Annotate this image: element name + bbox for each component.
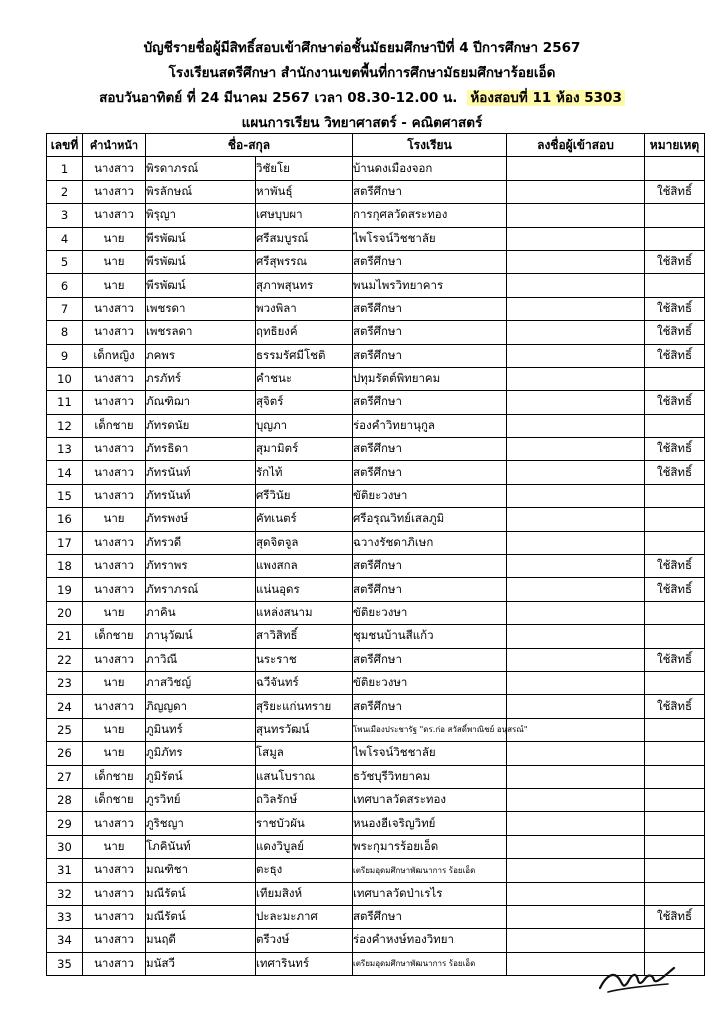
row-school: หนองฮีเจริญวิทย์ xyxy=(353,812,507,835)
row-school: ปทุมรัตต์พิทยาคม xyxy=(353,367,507,390)
row-signature-cell xyxy=(507,367,645,390)
row-number: 12 xyxy=(47,414,83,437)
row-number: 29 xyxy=(47,812,83,835)
row-number: 18 xyxy=(47,555,83,578)
row-last-name: สุภาพสุนทร xyxy=(256,274,353,297)
row-school: บ้านดงเมืองจอก xyxy=(353,157,507,180)
row-number: 28 xyxy=(47,788,83,811)
row-title: นาย xyxy=(83,671,146,694)
row-first-name: ภัทรดนัย xyxy=(146,414,256,437)
row-number: 34 xyxy=(47,929,83,952)
table-row xyxy=(47,625,705,648)
row-last-name: เศษบุบผา xyxy=(256,204,353,227)
row-remark xyxy=(645,788,705,811)
row-last-name: แน่นอุดร xyxy=(256,578,353,601)
column-header-remark: หมายเหตุ xyxy=(645,134,705,157)
row-signature-cell xyxy=(507,391,645,414)
row-title: นางสาว xyxy=(83,297,146,320)
row-remark: ใช้สิทธิ์ xyxy=(645,344,705,367)
row-remark xyxy=(645,882,705,905)
row-title: นางสาว xyxy=(83,859,146,882)
table-row xyxy=(47,835,705,858)
row-school: ธวัชบุรีวิทยาคม xyxy=(353,765,507,788)
table-row xyxy=(47,204,705,227)
row-remark xyxy=(645,859,705,882)
row-remark: ใช้สิทธิ์ xyxy=(645,180,705,203)
row-title: นางสาว xyxy=(83,648,146,671)
table-row xyxy=(47,414,705,437)
row-signature-cell xyxy=(507,718,645,741)
row-first-name: ภัทรนันท์ xyxy=(146,461,256,484)
row-signature-cell xyxy=(507,250,645,273)
row-number: 17 xyxy=(47,531,83,554)
row-signature-cell xyxy=(507,859,645,882)
row-number: 27 xyxy=(47,765,83,788)
row-title: นางสาว xyxy=(83,555,146,578)
column-header-name: ชื่อ-สกุล xyxy=(146,134,353,157)
row-last-name: วิชัยโย xyxy=(256,157,353,180)
row-title: นางสาว xyxy=(83,180,146,203)
table-row xyxy=(47,929,705,952)
row-school: สตรีศึกษา xyxy=(353,461,507,484)
row-signature-cell xyxy=(507,835,645,858)
row-number: 15 xyxy=(47,484,83,507)
row-school: สตรีศึกษา xyxy=(353,321,507,344)
row-first-name: ภูมินทร์ xyxy=(146,718,256,741)
row-signature-cell xyxy=(507,648,645,671)
row-signature-cell xyxy=(507,531,645,554)
row-title: เด็กชาย xyxy=(83,414,146,437)
row-remark: ใช้สิทธิ์ xyxy=(645,905,705,928)
row-first-name: ภาคิน xyxy=(146,601,256,624)
row-last-name: รักไท้ xyxy=(256,461,353,484)
row-school: ฉวางรัชดาภิเษก xyxy=(353,531,507,554)
row-number: 7 xyxy=(47,297,83,320)
row-school: เทศบาลวัดป่าเรไร xyxy=(353,882,507,905)
row-title: นางสาว xyxy=(83,812,146,835)
column-header-school: โรงเรียน xyxy=(353,134,507,157)
row-signature-cell xyxy=(507,484,645,507)
table-row xyxy=(47,788,705,811)
row-number: 31 xyxy=(47,859,83,882)
row-first-name: พีรพัฒน์ xyxy=(146,274,256,297)
row-first-name: เพชรลดา xyxy=(146,321,256,344)
row-remark xyxy=(645,204,705,227)
table-row xyxy=(47,718,705,741)
row-school: ร่องคำหงษ์ทองวิทยา xyxy=(353,929,507,952)
row-remark xyxy=(645,625,705,648)
row-last-name: ธรรมรัศมีโชติ xyxy=(256,344,353,367)
row-school: สตรีศึกษา xyxy=(353,344,507,367)
row-last-name: ศรีสุพรรณ xyxy=(256,250,353,273)
row-last-name: สุนทรวัฒน์ xyxy=(256,718,353,741)
row-number: 9 xyxy=(47,344,83,367)
table-header-row xyxy=(47,134,705,157)
row-title: เด็กชาย xyxy=(83,625,146,648)
row-signature-cell xyxy=(507,508,645,531)
row-title: นางสาว xyxy=(83,438,146,461)
document-header xyxy=(0,36,724,136)
row-first-name: ภรภัทร์ xyxy=(146,367,256,390)
row-number: 20 xyxy=(47,601,83,624)
exam-room-highlight: ห้องสอบที่ 11 ห้อง 5303 xyxy=(467,90,624,106)
row-number: 33 xyxy=(47,905,83,928)
row-title: นาย xyxy=(83,274,146,297)
row-title: เด็กชาย xyxy=(83,765,146,788)
row-school: สตรีศึกษา xyxy=(353,438,507,461)
table-row xyxy=(47,601,705,624)
table-row xyxy=(47,671,705,694)
row-title: นาย xyxy=(83,250,146,273)
row-remark xyxy=(645,812,705,835)
row-title: นางสาว xyxy=(83,578,146,601)
row-first-name: มณีรัตน์ xyxy=(146,882,256,905)
row-remark xyxy=(645,227,705,250)
row-first-name: ภาสวิชญ์ xyxy=(146,671,256,694)
row-remark: ใช้สิทธิ์ xyxy=(645,648,705,671)
row-remark xyxy=(645,835,705,858)
row-remark: ใช้สิทธิ์ xyxy=(645,555,705,578)
row-title: นาย xyxy=(83,718,146,741)
row-last-name: แดงวิบูลย์ xyxy=(256,835,353,858)
row-remark: ใช้สิทธิ์ xyxy=(645,695,705,718)
table-row xyxy=(47,765,705,788)
row-last-name: โสมูล xyxy=(256,742,353,765)
row-school: ขัติยะวงษา xyxy=(353,671,507,694)
row-last-name: ฉวีจันทร์ xyxy=(256,671,353,694)
row-signature-cell xyxy=(507,671,645,694)
row-last-name: สุดจิตจูล xyxy=(256,531,353,554)
row-title: นางสาว xyxy=(83,484,146,507)
row-remark xyxy=(645,531,705,554)
row-school: สตรีศึกษา xyxy=(353,391,507,414)
row-last-name: บุญภา xyxy=(256,414,353,437)
row-remark: ใช้สิทธิ์ xyxy=(645,438,705,461)
table-row xyxy=(47,859,705,882)
row-last-name: ราชบัวผัน xyxy=(256,812,353,835)
row-first-name: เพชรดา xyxy=(146,297,256,320)
row-remark: ใช้สิทธิ์ xyxy=(645,297,705,320)
row-signature-cell xyxy=(507,742,645,765)
row-title: นางสาว xyxy=(83,695,146,718)
row-signature-cell xyxy=(507,788,645,811)
row-first-name: พิรลักษณ์ xyxy=(146,180,256,203)
row-first-name: ภัทราพร xyxy=(146,555,256,578)
row-last-name: สาวิสิทธิ์ xyxy=(256,625,353,648)
row-school: เตรียมอุดมศึกษาพัฒนาการ ร้อยเอ็ด xyxy=(353,859,507,882)
row-first-name: พิรดาภรณ์ xyxy=(146,157,256,180)
row-signature-cell xyxy=(507,438,645,461)
row-signature-cell xyxy=(507,578,645,601)
row-remark xyxy=(645,765,705,788)
row-remark xyxy=(645,274,705,297)
row-signature-cell xyxy=(507,601,645,624)
row-last-name: แพงสกล xyxy=(256,555,353,578)
study-program-line: แผนการเรียน วิทยาศาสตร์ - คณิตศาสตร์ xyxy=(241,115,483,131)
row-title: เด็กหญิง xyxy=(83,344,146,367)
table-body xyxy=(47,157,705,976)
row-title: นางสาว xyxy=(83,531,146,554)
table-row xyxy=(47,812,705,835)
row-first-name: ภัทรนันท์ xyxy=(146,484,256,507)
row-number: 19 xyxy=(47,578,83,601)
row-remark: ใช้สิทธิ์ xyxy=(645,250,705,273)
table-row xyxy=(47,297,705,320)
row-school: เทศบาลวัดสระทอง xyxy=(353,788,507,811)
document-title: บัญชีรายชื่อผู้มีสิทธิ์สอบเข้าศึกษาต่อชั้นมัธยมศึกษาปีที่ 4 ปีการศึกษา 2567 xyxy=(143,40,581,56)
row-school: เตรียมอุดมศึกษาพัฒนาการ ร้อยเอ็ด xyxy=(353,952,507,975)
table-row xyxy=(47,274,705,297)
handwritten-signature-icon xyxy=(594,962,678,1002)
row-school: การกุศลวัดสระทอง xyxy=(353,204,507,227)
row-school: สตรีศึกษา xyxy=(353,695,507,718)
row-number: 3 xyxy=(47,204,83,227)
row-school: สตรีศึกษา xyxy=(353,905,507,928)
table-row xyxy=(47,461,705,484)
row-signature-cell xyxy=(507,882,645,905)
row-signature-cell xyxy=(507,695,645,718)
row-last-name: แหล่งสนาม xyxy=(256,601,353,624)
table-row xyxy=(47,391,705,414)
table-row xyxy=(47,180,705,203)
row-title: นางสาว xyxy=(83,882,146,905)
row-first-name: ภิญญดา xyxy=(146,695,256,718)
row-signature-cell xyxy=(507,625,645,648)
row-number: 23 xyxy=(47,671,83,694)
row-signature-cell xyxy=(507,297,645,320)
row-first-name: มณฑิชา xyxy=(146,859,256,882)
row-remark xyxy=(645,742,705,765)
row-remark xyxy=(645,414,705,437)
row-signature-cell xyxy=(507,765,645,788)
row-school: ร่องคำวิทยานุกูล xyxy=(353,414,507,437)
row-number: 24 xyxy=(47,695,83,718)
row-school: ไพโรจน์วิชชาลัย xyxy=(353,742,507,765)
row-school: พระกุมารร้อยเอ็ด xyxy=(353,835,507,858)
row-school: ชุมชนบ้านสีแก้ว xyxy=(353,625,507,648)
row-last-name: แสนโบราณ xyxy=(256,765,353,788)
table-row xyxy=(47,367,705,390)
row-first-name: มนัสวี xyxy=(146,952,256,975)
row-title: เด็กชาย xyxy=(83,788,146,811)
table-row xyxy=(47,508,705,531)
row-number: 22 xyxy=(47,648,83,671)
row-signature-cell xyxy=(507,905,645,928)
row-number: 1 xyxy=(47,157,83,180)
row-signature-cell xyxy=(507,344,645,367)
table-row xyxy=(47,905,705,928)
row-first-name: ภัทราภรณ์ xyxy=(146,578,256,601)
row-title: นางสาว xyxy=(83,391,146,414)
row-remark: ใช้สิทธิ์ xyxy=(645,321,705,344)
row-first-name: ภานุวัฒน์ xyxy=(146,625,256,648)
row-last-name: เทียมสิงห์ xyxy=(256,882,353,905)
exam-schedule-line xyxy=(0,86,724,111)
row-signature-cell xyxy=(507,812,645,835)
table-row xyxy=(47,578,705,601)
row-number: 8 xyxy=(47,321,83,344)
row-number: 21 xyxy=(47,625,83,648)
column-header-signature: ลงชื่อผู้เข้าสอบ xyxy=(507,134,645,157)
row-remark xyxy=(645,671,705,694)
row-number: 13 xyxy=(47,438,83,461)
row-school: ขัติยะวงษา xyxy=(353,601,507,624)
row-last-name: หาพันธุ์ xyxy=(256,180,353,203)
table-row xyxy=(47,695,705,718)
table-row xyxy=(47,555,705,578)
row-number: 5 xyxy=(47,250,83,273)
row-first-name: ภัทรวดี xyxy=(146,531,256,554)
row-remark xyxy=(645,718,705,741)
row-title: นาย xyxy=(83,508,146,531)
table-row xyxy=(47,531,705,554)
row-last-name: คำชนะ xyxy=(256,367,353,390)
row-remark: ใช้สิทธิ์ xyxy=(645,391,705,414)
row-first-name: ภูมิภัทร xyxy=(146,742,256,765)
row-number: 32 xyxy=(47,882,83,905)
row-last-name: สุจิตร์ xyxy=(256,391,353,414)
row-signature-cell xyxy=(507,227,645,250)
row-title: นางสาว xyxy=(83,905,146,928)
row-first-name: ภาวิณี xyxy=(146,648,256,671)
table-row xyxy=(47,227,705,250)
row-title: นาย xyxy=(83,835,146,858)
column-header-number: เลขที่ xyxy=(47,134,83,157)
row-title: นางสาว xyxy=(83,929,146,952)
row-school: สตรีศึกษา xyxy=(353,250,507,273)
row-number: 30 xyxy=(47,835,83,858)
row-remark xyxy=(645,484,705,507)
row-last-name: ตะธุง xyxy=(256,859,353,882)
row-title: นาย xyxy=(83,601,146,624)
row-first-name: พีรพัฒน์ xyxy=(146,250,256,273)
table-row xyxy=(47,321,705,344)
row-number: 25 xyxy=(47,718,83,741)
table-row xyxy=(47,157,705,180)
row-school: โพนเมืองประชารัฐ "ดร.ก่อ สวัสดิ์พาณิชย์ อนุสรณ์" xyxy=(353,718,507,741)
row-first-name: ภัณฑิฌา xyxy=(146,391,256,414)
row-first-name: ภูริชญา xyxy=(146,812,256,835)
table-row xyxy=(47,742,705,765)
table-row xyxy=(47,250,705,273)
row-last-name: ตรีวงษ์ xyxy=(256,929,353,952)
row-first-name: พิรุญา xyxy=(146,204,256,227)
row-school: สตรีศึกษา xyxy=(353,180,507,203)
row-school: สตรีศึกษา xyxy=(353,578,507,601)
row-last-name: เทศารินทร์ xyxy=(256,952,353,975)
row-first-name: ภัทรธิดา xyxy=(146,438,256,461)
row-signature-cell xyxy=(507,274,645,297)
row-first-name: มณีรัตน์ xyxy=(146,905,256,928)
school-and-office-line: โรงเรียนสตรีศึกษา สำนักงานเขตพื้นที่การศึกษามัธยมศึกษาร้อยเอ็ด xyxy=(168,65,556,81)
table-row xyxy=(47,344,705,367)
row-school: สตรีศึกษา xyxy=(353,555,507,578)
row-last-name: สุริยะแก่นทราย xyxy=(256,695,353,718)
row-school: พนมไพรวิทยาคาร xyxy=(353,274,507,297)
row-remark xyxy=(645,508,705,531)
row-last-name: ฤทธิยงค์ xyxy=(256,321,353,344)
row-last-name: ถวิลรักษ์ xyxy=(256,788,353,811)
row-school: สตรีศึกษา xyxy=(353,648,507,671)
row-signature-cell xyxy=(507,555,645,578)
row-title: นางสาว xyxy=(83,157,146,180)
row-title: นาย xyxy=(83,742,146,765)
row-number: 14 xyxy=(47,461,83,484)
row-remark xyxy=(645,929,705,952)
row-number: 4 xyxy=(47,227,83,250)
row-last-name: สุมามิตร์ xyxy=(256,438,353,461)
row-remark xyxy=(645,367,705,390)
row-school: ศรีอรุณวิทย์เสลภูมิ xyxy=(353,508,507,531)
row-remark: ใช้สิทธิ์ xyxy=(645,578,705,601)
row-signature-cell xyxy=(507,157,645,180)
row-number: 2 xyxy=(47,180,83,203)
table-row xyxy=(47,438,705,461)
row-number: 16 xyxy=(47,508,83,531)
row-number: 26 xyxy=(47,742,83,765)
row-school: ไพโรจน์วิชชาลัย xyxy=(353,227,507,250)
row-signature-cell xyxy=(507,204,645,227)
column-header-title: คำนำหน้า xyxy=(83,134,146,157)
row-signature-cell xyxy=(507,321,645,344)
row-first-name: ภคพร xyxy=(146,344,256,367)
row-first-name: ภัทรพงษ์ xyxy=(146,508,256,531)
row-title: นางสาว xyxy=(83,367,146,390)
candidate-table xyxy=(46,133,705,976)
row-first-name: มนฤดี xyxy=(146,929,256,952)
row-last-name: นระราช xyxy=(256,648,353,671)
row-signature-cell xyxy=(507,461,645,484)
table-row xyxy=(47,648,705,671)
exam-date-time: สอบวันอาทิตย์ ที่ 24 มีนาคม 2567 เวลา 08.30-12.00 น. xyxy=(99,90,458,106)
row-first-name: ภูรวิทย์ xyxy=(146,788,256,811)
row-signature-cell xyxy=(507,929,645,952)
row-title: นางสาว xyxy=(83,204,146,227)
row-last-name: ปะละมะภาศ xyxy=(256,905,353,928)
row-number: 6 xyxy=(47,274,83,297)
row-last-name: ศรีสมบูรณ์ xyxy=(256,227,353,250)
row-school: ขัติยะวงษา xyxy=(353,484,507,507)
row-last-name: คัทเนตร์ xyxy=(256,508,353,531)
row-title: นางสาว xyxy=(83,461,146,484)
row-first-name: ภูมิรัตน์ xyxy=(146,765,256,788)
row-number: 35 xyxy=(47,952,83,975)
row-first-name: โภคินันท์ xyxy=(146,835,256,858)
row-title: นางสาว xyxy=(83,952,146,975)
row-signature-cell xyxy=(507,180,645,203)
row-number: 11 xyxy=(47,391,83,414)
row-school: สตรีศึกษา xyxy=(353,297,507,320)
row-last-name: ศรีวินัย xyxy=(256,484,353,507)
row-remark xyxy=(645,157,705,180)
row-title: นางสาว xyxy=(83,321,146,344)
row-last-name: พวงพิลา xyxy=(256,297,353,320)
table-row xyxy=(47,882,705,905)
row-number: 10 xyxy=(47,367,83,390)
row-remark: ใช้สิทธิ์ xyxy=(645,461,705,484)
row-signature-cell xyxy=(507,414,645,437)
table-row xyxy=(47,484,705,507)
row-title: นาย xyxy=(83,227,146,250)
row-first-name: พีรพัฒน์ xyxy=(146,227,256,250)
row-remark xyxy=(645,601,705,624)
